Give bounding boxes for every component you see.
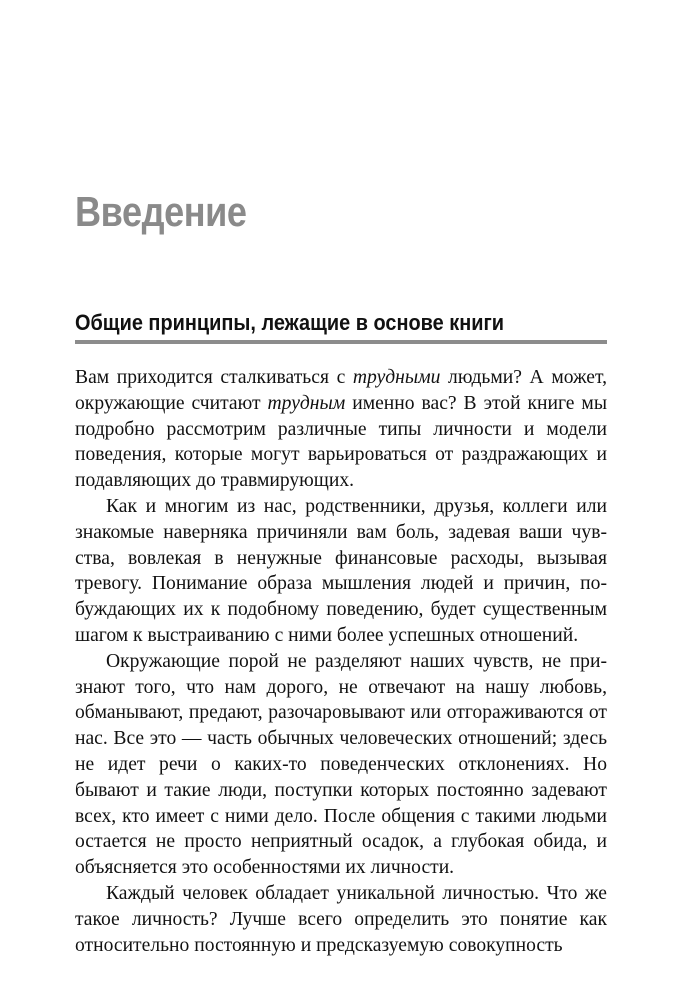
- body-text: [75, 365, 607, 958]
- paragraph-1-text-a: Вам приходится сталкиваться с: [75, 367, 353, 388]
- section-title: Общие принципы, лежащие в основе книги: [75, 310, 504, 335]
- paragraph-3: Окружающие порой не разделяют наших чувств, не признают того, что нам дорого, не отвечают на нашу любовь, обманывают, предают, разочаровывают или отгораживаются от нас. Все это — часть обычных человеческих отношений; здесь не идет речи о каких-то поведенческих отклонениях. Но бывают и такие люди, поступки которых постоянно задевают всех, кто имеет с ними дело. После общения с такими людьми остается не просто неприятный осадок, а глубокая обида, и объясняется это особенностями их личности.: [75, 650, 607, 879]
- paragraph-4: Каждый человек обладает уникальной личностью. Что же такое личность? Лучше всего определить это понятие как относительно постоянную и предсказуемую совокупность: [75, 882, 607, 956]
- paragraph-2: Как и многим из нас, родственники, друзья, коллеги или знакомые наверняка причиняли вам боль, задевая ваши чувства, вовлекая в ненужные финансовые расходы, вызывая тревогу. Понимание образа мышления людей и причин, побуждающих их к подобному поведению, будет существенным шагом к выстраиванию с ними более успешных отношений.: [75, 495, 607, 646]
- paragraph-1-text-b: людьми? А может, окружающие считают: [75, 367, 607, 414]
- paragraph-1-text-c: именно вас? В этой книге мы подробно рассмотрим различные типы личности и модели поведения, которые могут варьироваться от раздражающих и подавляющих до травмирующих.: [75, 392, 608, 492]
- chapter-title: Введение: [75, 188, 247, 235]
- paragraph-1-emphasis-difficult-you: трудным: [267, 392, 346, 414]
- paragraph-1: [75, 365, 607, 494]
- section-divider: [75, 340, 607, 344]
- paragraph-1-emphasis-difficult-people: трудными: [352, 367, 441, 388]
